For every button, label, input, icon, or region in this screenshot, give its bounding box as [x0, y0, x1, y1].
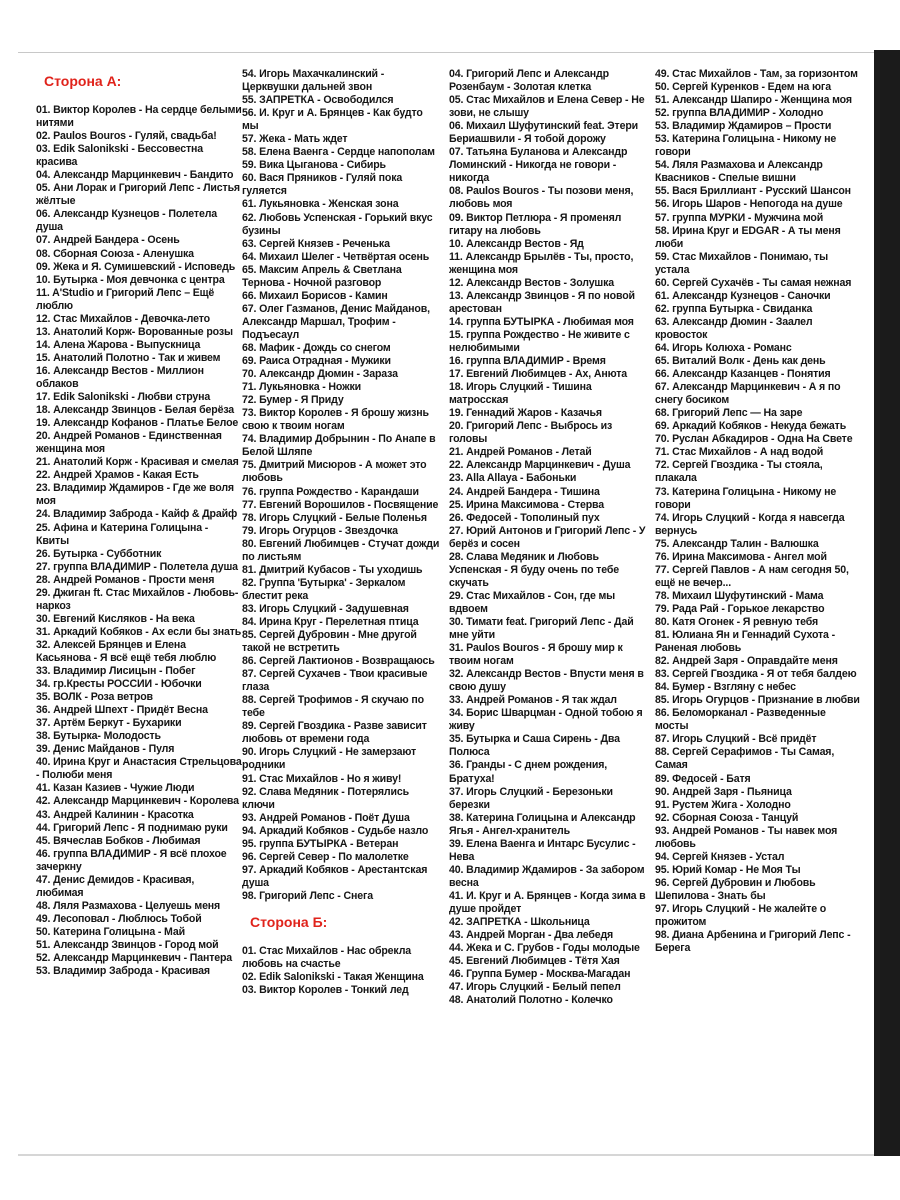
track-item: 73. Виктор Королев - Я брошу жизнь свою к твоим ногам: [242, 407, 429, 433]
track-item: 93. Андрей Романов - Поёт Душа: [242, 811, 410, 824]
track-item: 92. Слава Медяник - Потерялись ключи: [242, 785, 409, 811]
track-item: 75. Александр Талин - Валюшка: [655, 537, 819, 550]
column-3: [449, 68, 649, 1007]
track-item: 40. Ирина Круг и Анастасия Стрельцова - Полюби меня: [36, 756, 242, 782]
track-item: 21. Андрей Романов - Летай: [449, 446, 592, 459]
track-item: 25. Ирина Максимова - Стерва: [449, 498, 605, 511]
track-item: 17. Евгений Любимцев - Ах, Анюта: [449, 368, 628, 381]
track-item: 36. Андрей Шпехт - Придёт Весна: [36, 704, 208, 717]
track-item: 03. Виктор Королев - Тонкий лед: [242, 984, 409, 997]
track-item: 17. Edik Salonikski - Любви струна: [36, 391, 211, 404]
track-item: 22. Андрей Храмов - Какая Есть: [36, 469, 199, 482]
track-item: 98. Григорий Лепс - Снега: [242, 889, 373, 902]
track-item: 38. Бутырка- Молодость: [36, 730, 161, 743]
track-item: 74. Владимир Добрынин - По Анапе в Белой Шляпе: [242, 433, 436, 459]
track-item: 13. Анатолий Корж- Ворованные розы: [36, 325, 233, 338]
track-item: 04. Александр Марцинкевич - Бандито: [36, 169, 234, 182]
track-item: 23. Владимир Ждамиров - Где же воля моя: [36, 482, 234, 508]
track-item: 89. Федосей - Батя: [655, 772, 751, 785]
track-item: 30. Тимати feat. Григорий Лепс - Дай мне уйти: [449, 615, 634, 642]
track-item: 96. Сергей Север - По малолетке: [242, 850, 409, 863]
track-item: 16. Александр Вестов - Миллион облаков: [36, 364, 204, 390]
track-item: 49. Стас Михайлов - Там, за горизонтом: [655, 68, 858, 80]
track-item: 08. Paulos Bouros - Ты позови меня, любовь моя: [449, 185, 634, 211]
track-item: 35. ВОЛК - Роза ветров: [36, 691, 153, 704]
track-item: 10. Александр Вестов - Яд: [449, 237, 584, 250]
track-item: 58. Елена Ваенга - Сердце напополам: [242, 146, 435, 159]
track-item: 25. Афина и Катерина Голицына - Квиты: [36, 521, 209, 547]
track-item: 42. ЗАПРЕТКА - Школьница: [449, 916, 590, 929]
track-item: 49. Лесоповал - Люблюсь Тобой: [36, 912, 202, 925]
track-item: 39. Елена Ваенга и Интарс Бусулис - Нева: [449, 837, 636, 863]
track-item: 60. Вася Пряников - Гуляй пока гуляется: [242, 172, 403, 198]
track-item: 83. Игорь Слуцкий - Задушевная: [242, 602, 409, 615]
track-item: 36. Гранды - С днем рождения, Братуха!: [449, 759, 608, 785]
track-item: 84. Ирина Круг - Перелетная птица: [242, 615, 419, 628]
track-item: 72. Бумер - Я Приду: [242, 394, 344, 407]
track-item: 93. Андрей Романов - Ты навек моя любовь: [655, 824, 838, 850]
track-item: 85. Сергей Дубровин - Мне другой такой не встретить: [242, 629, 417, 655]
track-item: 11. Александр Брылёв - Ты, просто, женщина моя: [449, 250, 634, 276]
side-b-title: Сторона Б:: [250, 914, 328, 930]
track-item: 77. Евгений Ворошилов - Посвящение: [242, 498, 439, 511]
track-item: 97. Игорь Слуцкий - Не жалейте о прожитом: [655, 903, 827, 929]
track-item: 58. Ирина Круг и EDGAR - А ты меня люби: [655, 224, 841, 250]
track-item: 51. Александр Звинцов - Город мой: [36, 939, 219, 951]
track-item: 66. Александр Казанцев - Понятия: [655, 368, 831, 381]
track-item: 92. Сборная Союза - Танцуй: [655, 811, 799, 824]
track-item: 78. Игорь Слуцкий - Белые Поленья: [242, 511, 427, 524]
track-item: 24. Андрей Бандера - Тишина: [449, 485, 600, 498]
track-item: 48. Анатолий Полотно - Колечко: [449, 994, 613, 1007]
track-item: 32. Александр Вестов - Впусти меня в свою душу: [449, 668, 644, 694]
track-item: 88. Сергей Трофимов - Я скучаю по тебе: [242, 694, 424, 720]
track-item: 24. Владимир Заброда - Кайф & Драйф: [36, 508, 238, 521]
track-item: 50. Сергей Куренков - Едем на юга: [655, 81, 831, 94]
track-item: 88. Сергей Серафимов - Ты Самая, Самая: [655, 746, 835, 772]
track-item: 94. Сергей Князев - Устал: [655, 850, 785, 863]
sheet-bottom-edge: [18, 1154, 874, 1156]
track-item: 69. Раиса Отрадная - Мужики: [242, 355, 391, 368]
track-item: 66. Михаил Борисов - Камин: [242, 289, 388, 302]
track-item: 52. группа ВЛАДИМИР - Холодно: [655, 107, 824, 120]
track-item: 19. Геннадий Жаров - Казачья: [449, 407, 602, 420]
track-item: 18. Игорь Слуцкий - Тишина матросская: [449, 381, 592, 407]
track-item: 84. Бумер - Взгляну с небес: [655, 681, 796, 694]
track-item: 07. Андрей Бандера - Осень: [36, 234, 180, 247]
track-item: 54. Игорь Махачкалинский - Церквушки дальней звон: [242, 68, 385, 94]
track-item: 06. Михаил Шуфутинский feat. Этери Бериашвили - Я тобой дорожу: [449, 120, 639, 146]
track-item: 85. Игорь Огурцов - Признание в любви: [655, 694, 860, 707]
track-item: 57. Жека - Мать ждет: [242, 133, 348, 146]
track-item: 91. Стас Михайлов - Но я живу!: [242, 772, 402, 785]
track-item: 70. Александр Дюмин - Зараза: [242, 368, 398, 381]
track-item: 74. Игорь Слуцкий - Когда я навсегда вернусь: [655, 511, 845, 537]
side-b-list-part-2: [449, 68, 649, 1007]
track-item: 59. Стас Михайлов - Понимаю, ты устала: [655, 250, 828, 276]
track-item: 43. Андрей Калинин - Красотка: [36, 808, 194, 821]
track-item: 09. Виктор Петлюра - Я променял гитару на любовь: [449, 211, 622, 237]
track-item: 62. Любовь Успенская - Горький вкус бузины: [242, 211, 433, 237]
track-item: 01. Виктор Королев - На сердце белыми нитями: [36, 104, 242, 130]
track-item: 82. Андрей Заря - Оправдайте меня: [655, 655, 838, 668]
track-item: 39. Денис Майданов - Пуля: [36, 743, 175, 756]
track-item: 27. Юрий Антонов и Григорий Лепс - У берёз и сосен: [449, 524, 646, 550]
track-item: 61. Лукьяновка - Женская зона: [242, 198, 399, 211]
track-item: 32. Алексей Брянцев и Елена Касьянова - Я всё ещё тебя люблю: [36, 638, 217, 664]
track-item: 16. группа ВЛАДИМИР - Время: [449, 355, 606, 368]
track-item: 75. Дмитрий Мисюров - А может это любовь: [242, 459, 427, 485]
track-item: 59. Вика Цыганова - Сибирь: [242, 159, 386, 172]
track-item: 50. Катерина Голицына - Май: [36, 925, 185, 938]
track-item: 61. Александр Кузнецов - Саночки: [655, 289, 831, 302]
track-item: 64. Игорь Колюха - Романс: [655, 341, 792, 354]
track-item: 03. Edik Salonikski - Бессовестна красива: [36, 143, 203, 169]
track-item: 79. Рада Рай - Горькое лекарство: [655, 602, 825, 615]
track-item: 46. группа ВЛАДИМИР - Я всё плохое зачеркну: [36, 847, 227, 873]
track-item: 60. Сергей Сухачёв - Ты самая нежная: [655, 276, 852, 289]
track-item: 91. Рустем Жига - Холодно: [655, 798, 791, 811]
track-item: 37. Игорь Слуцкий - Березоньки березки: [449, 785, 613, 811]
track-item: 02. Paulos Bouros - Гуляй, свадьба!: [36, 130, 217, 143]
track-item: 35. Бутырка и Саша Сирень - Два Полюса: [449, 733, 620, 759]
track-item: 55. Вася Бриллиант - Русский Шансон: [655, 185, 851, 198]
track-item: 19. Александр Кофанов - Платье Белое: [36, 417, 239, 430]
dark-edge: [874, 50, 900, 1156]
side-a-title: Сторона А:: [44, 73, 122, 89]
track-item: 86. Сергей Лактионов - Возвращаюсь: [242, 655, 435, 668]
track-item: 63. Сергей Князев - Реченька: [242, 237, 390, 250]
track-item: 65. Виталий Волк - День как день: [655, 355, 826, 368]
track-item: 15. группа Рождество - Не живите с нелюбимыми: [449, 328, 630, 354]
track-item: 78. Михаил Шуфутинский - Мама: [655, 589, 824, 602]
track-item: 29. Стас Михайлов - Сон, где мы вдвоем: [449, 589, 616, 615]
track-item: 18. Александр Звинцов - Белая берёза: [36, 404, 235, 417]
column-2: [242, 68, 442, 997]
track-item: 55. ЗАПРЕТКА - Освободился: [242, 94, 394, 107]
track-item: 41. Казан Казиев - Чужие Люди: [36, 782, 195, 795]
track-item: 87. Сергей Сухачев - Твои красивые глаза: [242, 668, 428, 694]
track-item: 53. Катерина Голицына - Никому не говори: [655, 133, 837, 159]
track-item: 45. Евгений Любимцев - Тётя Хая: [449, 955, 620, 968]
column-1: [36, 68, 242, 978]
track-item: 06. Александр Кузнецов - Полетела душа: [36, 208, 218, 234]
track-item: 11. A'Studio и Григорий Лепс – Ещё люблю: [36, 286, 215, 312]
side-a-list-part-2: [242, 68, 442, 903]
track-item: 44. Жека и С. Грубов - Годы молодые: [449, 942, 640, 955]
track-item: 42. Александр Марцинкевич - Королева: [36, 795, 239, 808]
track-item: 23. Alla Allaya - Бабоньки: [449, 472, 577, 485]
track-item: 12. Александр Вестов - Золушка: [449, 276, 615, 289]
track-item: 81. Юлиана Ян и Геннадий Сухота - Раненая любовь: [655, 629, 835, 655]
track-item: 67. Олег Газманов, Денис Майданов, Александр Маршал, Трофим - Подъесаул: [242, 302, 430, 341]
track-item: 33. Андрей Романов - Я так ждал: [449, 694, 617, 707]
track-item: 12. Стас Михайлов - Девочка-лето: [36, 312, 210, 325]
track-item: 71. Стас Михайлов - А над водой: [655, 446, 824, 459]
track-item: 07. Татьяна Буланова и Александр Ломинский - Никогда не говори - никогда: [449, 146, 628, 185]
track-item: 89. Сергей Гвоздика - Разве зависит любовь от времени года: [242, 720, 427, 746]
track-item: 26. Бутырка - Субботник: [36, 547, 162, 560]
track-item: 65. Максим Апрель & Светлана Тернова - Ночной разговор: [242, 263, 402, 289]
track-item: 33. Владимир Лисицын - Побег: [36, 665, 196, 678]
track-item: 79. Игорь Огурцов - Звездочка: [242, 524, 398, 537]
track-item: 77. Сергей Павлов - А нам сегодня 50, ещё не вечер...: [655, 563, 849, 589]
track-item: 52. Александр Марцинкевич - Пантера: [36, 952, 233, 965]
track-item: 87. Игорь Слуцкий - Всё придёт: [655, 733, 817, 746]
track-item: 54. Ляля Размахова и Александр Квасников - Спелые вишни: [655, 159, 823, 185]
track-item: 04. Григорий Лепс и Александр Розенбаум - Золотая клетка: [449, 68, 609, 94]
track-item: 63. Александр Дюмин - Заалел кровосток: [655, 315, 813, 341]
track-item: 29. Джиган ft. Стас Михайлов - Любовь-наркоз: [36, 586, 239, 612]
track-item: 80. Катя Огонек - Я ревную тебя: [655, 615, 819, 628]
track-item: 71. Лукьяновка - Ножки: [242, 381, 361, 394]
track-item: 56. Игорь Шаров - Непогода на душе: [655, 198, 843, 211]
track-item: 34. гр.Кресты РОССИИ - Юбочки: [36, 678, 202, 691]
track-item: 70. Руслан Абкадиров - Одна На Свете: [655, 433, 853, 446]
track-item: 45. Вячеслав Бобков - Любимая: [36, 834, 201, 847]
track-item: 43. Андрей Морган - Два лебедя: [449, 929, 614, 942]
track-item: 34. Борис Шварцман - Одной тобою я живу: [449, 707, 643, 733]
track-item: 76. Ирина Максимова - Ангел мой: [655, 550, 827, 563]
track-item: 72. Сергей Гвоздика - Ты стояла, плакала: [655, 459, 823, 485]
track-item: 15. Анатолий Полотно - Так и живем: [36, 351, 221, 364]
track-item: 57. группа МУРКИ - Мужчина мой: [655, 211, 824, 224]
track-item: 64. Михаил Шелег - Четвёртая осень: [242, 250, 430, 263]
track-item: 14. группа БУТЫРКА - Любимая моя: [449, 315, 634, 328]
track-item: 08. Сборная Союза - Аленушка: [36, 247, 194, 260]
track-item: 76. группа Рождество - Карандаши: [242, 485, 419, 498]
track-item: 09. Жека и Я. Сумишевский - Исповедь: [36, 260, 236, 273]
track-item: 14. Алена Жарова - Выпускница: [36, 338, 201, 351]
track-item: 28. Андрей Романов - Прости меня: [36, 573, 215, 586]
side-b-list-part-1: [242, 945, 442, 997]
track-item: 28. Слава Медяник и Любовь Успенская - Я буду очень по тебе скучать: [449, 550, 619, 589]
track-item: 27. группа ВЛАДИМИР - Полетела душа: [36, 560, 238, 573]
track-item: 97. Аркадий Кобяков - Арестантская душа: [242, 863, 428, 889]
track-item: 02. Edik Salonikski - Такая Женщина: [242, 971, 424, 984]
track-item: 05. Ани Лорак и Григорий Лепс - Листья жёлтые: [36, 182, 240, 208]
track-item: 21. Анатолий Корж - Красивая и смелая: [36, 456, 239, 469]
track-item: 22. Александр Марцинкевич - Душа: [449, 459, 631, 472]
track-item: 53. Владимир Заброда - Красивая: [36, 965, 210, 978]
track-item: 90. Игорь Слуцкий - Не замерзают родники: [242, 746, 417, 772]
track-item: 13. Александр Звинцов - Я по новой арестован: [449, 289, 635, 315]
track-item: 95. Юрий Комар - Не Моя Ты: [655, 863, 801, 876]
side-b-list-part-3: [655, 68, 860, 955]
track-item: 56. И. Круг и А. Брянцев - Как будто мы: [242, 107, 423, 133]
track-item: 53. Владимир Ждамиров – Прости: [655, 120, 832, 133]
track-item: 37. Артём Беркут - Бухарики: [36, 717, 182, 730]
track-item: 69. Аркадий Кобяков - Некуда бежать: [655, 420, 847, 433]
track-item: 10. Бутырка - Моя девчонка с центра: [36, 273, 225, 286]
track-item: 31. Аркадий Кобяков - Ах если бы знать: [36, 625, 242, 638]
track-item: 81. Дмитрий Кубасов - Ты уходишь: [242, 563, 423, 576]
track-item: 38. Катерина Голицына и Александр Ягья - Ангел-хранитель: [449, 811, 636, 837]
track-item: 31. Paulos Bouros - Я брошу мир к твоим ногам: [449, 642, 623, 668]
track-item: 47. Игорь Слуцкий - Белый пепел: [449, 981, 621, 994]
track-item: 96. Сергей Дубровин и Любовь Шепилова - Знать бы: [655, 876, 816, 902]
track-item: 90. Андрей Заря - Пьяница: [655, 785, 792, 798]
side-a-list-part-1: [36, 104, 242, 978]
track-item: 62. группа Бутырка - Свиданка: [655, 302, 813, 315]
track-item: 68. Мафик - Дождь со снегом: [242, 341, 391, 354]
track-item: 20. Григорий Лепс - Выбрось из головы: [449, 420, 613, 446]
track-item: 48. Ляля Размахова - Целуешь меня: [36, 899, 221, 912]
column-4: [655, 68, 860, 955]
track-item: 86. Беломорканал - Разведенные мосты: [655, 707, 826, 733]
track-item: 20. Андрей Романов - Единственная женщина моя: [36, 430, 222, 456]
track-item: 98. Диана Арбенина и Григорий Лепс - Берега: [655, 929, 851, 955]
track-item: 80. Евгений Любимцев - Стучат дожди по листьям: [242, 537, 440, 563]
track-item: 44. Григорий Лепс - Я поднимаю руки: [36, 821, 228, 834]
track-item: 47. Денис Демидов - Красивая, любимая: [36, 873, 195, 899]
track-item: 40. Владимир Ждамиров - За забором весна: [449, 863, 645, 889]
track-item: 83. Сергей Гвоздика - Я от тебя балдею: [655, 668, 857, 681]
track-item: 41. И. Круг и А. Брянцев - Когда зима в душе пройдет: [449, 889, 646, 915]
track-item: 68. Григорий Лепс — На заре: [655, 407, 803, 420]
track-item: 94. Аркадий Кобяков - Судьбе назло: [242, 824, 429, 837]
track-item: 95. группа БУТЫРКА - Ветеран: [242, 837, 399, 850]
track-item: 51. Александр Шапиро - Женщина моя: [655, 94, 852, 107]
track-item: 73. Катерина Голицына - Никому не говори: [655, 485, 837, 511]
track-item: 67. Александр Марцинкевич - А я по снегу босиком: [655, 381, 841, 407]
track-item: 26. Федосей - Тополиный пух: [449, 511, 600, 524]
track-item: 01. Стас Михайлов - Нас обрекла любовь на счастье: [242, 945, 412, 971]
track-item: 05. Стас Михайлов и Елена Север - Не зови, не слышу: [449, 94, 645, 120]
track-item: 30. Евгений Кисляков - На века: [36, 612, 195, 625]
track-item: 82. Группа 'Бутырка' - Зеркалом блестит река: [242, 576, 406, 602]
track-item: 46. Группа Бумер - Москва-Магадан: [449, 968, 631, 981]
